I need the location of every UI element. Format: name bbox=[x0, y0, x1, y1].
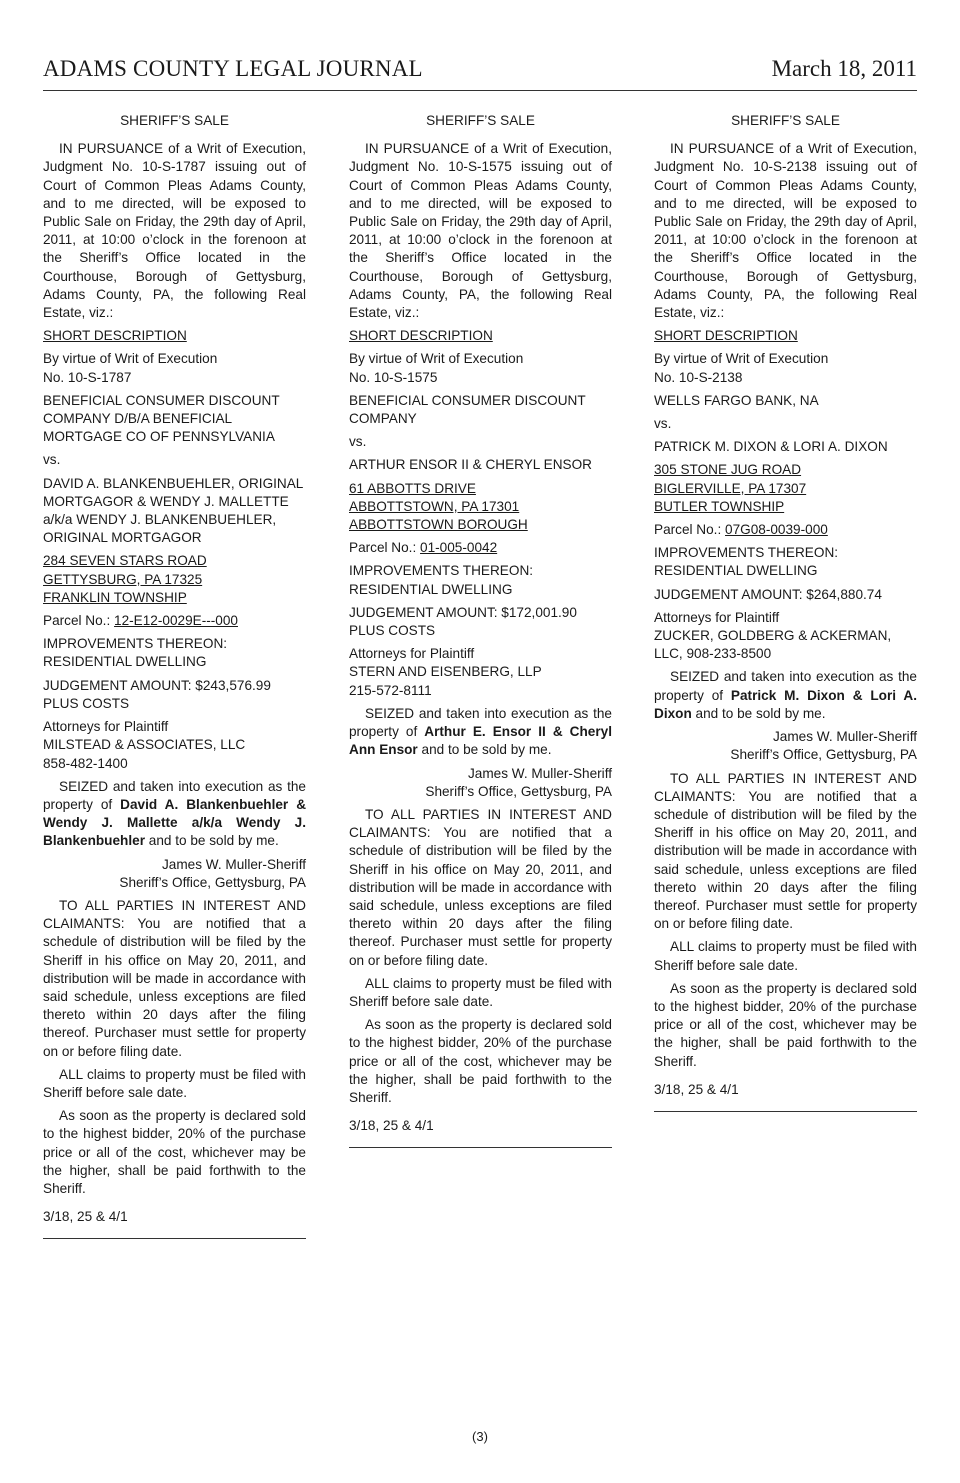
parcel bbox=[43, 612, 306, 630]
seized-post: and to be sold by me. bbox=[695, 705, 826, 721]
writ-block bbox=[43, 350, 306, 386]
property-address bbox=[349, 480, 612, 535]
plaintiff: WELLS FARGO BANK, NA bbox=[654, 392, 819, 408]
address-line-1: 61 ABBOTTS DRIVE bbox=[349, 480, 476, 496]
defendant: PATRICK M. DIXON & LORI A. DIXON bbox=[654, 439, 888, 455]
short-description-label: SHORT DESCRIPTION bbox=[654, 328, 798, 344]
improvements: IMPROVEMENTS THEREON: RESIDENTIAL DWELLING bbox=[654, 545, 839, 579]
attorney-name: STERN AND EISENBERG, LLP bbox=[349, 664, 542, 680]
judgement-amount: JUDGEMENT AMOUNT: $264,880.74 bbox=[654, 586, 882, 602]
publication-dates: 3/18, 25 & 4/1 bbox=[43, 1209, 128, 1225]
page-number: (3) bbox=[472, 1429, 488, 1444]
writ-line: By virtue of Writ of Execution bbox=[43, 351, 218, 367]
short-description-label: SHORT DESCRIPTION bbox=[349, 328, 493, 344]
property-owner: Patrick M. Dixon & Lori A. Dixon bbox=[654, 687, 917, 721]
seized-statement bbox=[654, 668, 917, 723]
parcel-label: Parcel No.: bbox=[349, 540, 417, 556]
notice-to-parties: TO ALL PARTIES IN INTEREST AND CLAIMANTS: You are notified that a schedule of distribution will be filed by the Sheriff in his office on May 20, 2011, and distribution will be made in accordance with said schedule, unless exceptions are filed thereto within 20 days after the filing thereof. Purchaser must settle for property on or before filing date. bbox=[654, 770, 917, 932]
address-line-2: BIGLERVILLE, PA 17307 bbox=[654, 480, 807, 496]
writ-number: No. 10-S-1575 bbox=[349, 369, 438, 385]
writ-number: No. 10-S-2138 bbox=[654, 369, 743, 385]
address-line-2: ABBOTTSTOWN, PA 17301 bbox=[349, 498, 520, 514]
parcel-number: 01-005-0042 bbox=[420, 540, 498, 556]
address-line-3: BUTLER TOWNSHIP bbox=[654, 498, 785, 514]
journal-title: ADAMS COUNTY LEGAL JOURNAL bbox=[43, 56, 423, 81]
notice-heading: SHERIFF’S SALE bbox=[731, 113, 840, 128]
claims-notice: ALL claims to property must be filed with Sheriff before sale date. bbox=[654, 939, 917, 973]
property-address bbox=[654, 461, 917, 516]
attorney-name: MILSTEAD & ASSOCIATES, LLC bbox=[43, 737, 246, 753]
judgement-amount: JUDGEMENT AMOUNT: $172,001.90 PLUS COSTS bbox=[349, 604, 577, 639]
address-line-3: ABBOTTSTOWN BOROUGH bbox=[349, 517, 528, 533]
versus: vs. bbox=[654, 416, 672, 432]
sheriff-signature bbox=[349, 765, 612, 801]
versus: vs. bbox=[43, 452, 61, 468]
plaintiff: BENEFICIAL CONSUMER DISCOUNT COMPANY bbox=[349, 392, 586, 427]
writ-line: By virtue of Writ of Execution bbox=[349, 351, 524, 367]
address-line-1: 284 SEVEN STARS ROAD bbox=[43, 553, 207, 569]
sheriff-office: Sheriff’s Office, Gettysburg, PA bbox=[119, 874, 306, 890]
parcel-number: 12-E12-0029E---000 bbox=[114, 613, 238, 629]
sheriff-name: James W. Muller-Sheriff bbox=[772, 729, 917, 745]
sheriff-name: James W. Muller-Sheriff bbox=[161, 856, 306, 872]
payment-terms: As soon as the property is declared sold to the highest bidder, 20% of the purchase price or all of the cost, whichever may be the higher, shall be paid forthwith to the Sheriff. bbox=[654, 980, 917, 1069]
issue-date: March 18, 2011 bbox=[771, 56, 917, 81]
sheriff-office: Sheriff’s Office, Gettysburg, PA bbox=[730, 747, 917, 763]
sheriff-signature bbox=[43, 856, 306, 892]
notice-to-parties: TO ALL PARTIES IN INTEREST AND CLAIMANTS: You are notified that a schedule of distribution will be filed by the Sheriff in his office on May 20, 2011, and distribution will be made in accordance with said schedule, unless exceptions are filed thereto within 20 days after the filing thereof. Purchaser must settle for property on or before filing date. bbox=[349, 806, 612, 968]
defendant: DAVID A. BLANKENBUEHLER, ORIGINAL MORTGAGOR & WENDY J. MALLETTE a/k/a WENDY J. BLANKENBUEHLER, ORIGINAL MORTGAGOR bbox=[43, 475, 303, 546]
notice-intro: IN PURSUANCE of a Writ of Execution, Judgment No. 10-S-2138 issuing out of Court of Common Pleas Adams County, and to me directed, will be exposed to Public Sale on Friday, the 29th day of April, 2011, at 10:00 o’clock in the forenoon at the Sheriff’s Office located in the Courthouse, Borough of Gettysburg, Adams County, PA, the following Real Estate, viz.: bbox=[654, 141, 917, 321]
address-line-2: GETTYSBURG, PA 17325 bbox=[43, 571, 203, 587]
judgement-amount: JUDGEMENT AMOUNT: $243,576.99 PLUS COSTS bbox=[43, 677, 271, 711]
attorneys bbox=[654, 609, 917, 664]
address-line-3: FRANKLIN TOWNSHIP bbox=[43, 589, 187, 605]
sheriff-signature bbox=[654, 728, 917, 764]
seized-statement bbox=[349, 705, 612, 760]
publication-dates: 3/18, 25 & 4/1 bbox=[654, 1081, 739, 1097]
seized-post: and to be sold by me. bbox=[421, 742, 552, 758]
address-line-1: 305 STONE JUG ROAD bbox=[654, 462, 802, 478]
attorneys bbox=[349, 645, 612, 700]
property-address bbox=[43, 552, 306, 607]
parcel-number: 07G08-0039-000 bbox=[725, 522, 828, 538]
parcel-label: Parcel No.: bbox=[43, 613, 111, 629]
sheriff-office: Sheriff’s Office, Gettysburg, PA bbox=[425, 783, 612, 799]
attorneys-label: Attorneys for Plaintiff bbox=[43, 719, 169, 735]
attorneys-label: Attorneys for Plaintiff bbox=[349, 646, 475, 662]
versus: vs. bbox=[349, 434, 367, 450]
notice-heading: SHERIFF’S SALE bbox=[426, 113, 535, 128]
writ-block bbox=[654, 350, 917, 386]
property-owner: David A. Blankenbuehler & Wendy J. Mallette a/k/a Wendy J. Blankenbuehler bbox=[43, 796, 307, 849]
seized-statement bbox=[43, 778, 306, 851]
attorneys bbox=[43, 718, 306, 773]
improvements: IMPROVEMENTS THEREON: RESIDENTIAL DWELLING bbox=[43, 636, 228, 670]
payment-terms: As soon as the property is declared sold to the highest bidder, 20% of the purchase price or all of the cost, whichever may be the higher, shall be paid forthwith to the Sheriff. bbox=[43, 1108, 306, 1196]
sheriff-sale-notice-2 bbox=[349, 112, 612, 1148]
writ-number: No. 10-S-1787 bbox=[43, 369, 132, 385]
attorney-phone: 215-572-8111 bbox=[349, 682, 432, 698]
notice-heading: SHERIFF’S SALE bbox=[120, 113, 229, 128]
masthead bbox=[43, 52, 917, 91]
improvements: IMPROVEMENTS THEREON: RESIDENTIAL DWELLING bbox=[349, 563, 534, 597]
payment-terms: As soon as the property is declared sold to the highest bidder, 20% of the purchase price or all of the cost, whichever may be the higher, shall be paid forthwith to the Sheriff. bbox=[349, 1017, 612, 1105]
parcel-label: Parcel No.: bbox=[654, 522, 722, 538]
claims-notice: ALL claims to property must be filed with Sheriff before sale date. bbox=[349, 975, 612, 1009]
seized-pre: SEIZED and taken into execution as the property of bbox=[349, 705, 612, 740]
notice-divider bbox=[349, 1147, 612, 1148]
writ-block bbox=[349, 350, 612, 386]
short-description-label: SHORT DESCRIPTION bbox=[43, 328, 187, 344]
writ-line: By virtue of Writ of Execution bbox=[654, 351, 829, 367]
attorneys-label: Attorneys for Plaintiff bbox=[654, 609, 780, 625]
parcel bbox=[654, 521, 917, 539]
claims-notice: ALL claims to property must be filed with Sheriff before sale date. bbox=[43, 1066, 306, 1100]
property-owner: Arthur E. Ensor II & Cheryl Ann Ensor bbox=[349, 724, 612, 758]
notice-intro: IN PURSUANCE of a Writ of Execution, Judgment No. 10-S-1575 issuing out of Court of Common Pleas Adams County, and to me directed, will be exposed to Public Sale on Friday, the 29th day of April, 2011, at 10:00 o’clock in the forenoon at the Sheriff’s Office located in the Courthouse, Borough of Gettysburg, Adams County, PA, the following Real Estate, viz.: bbox=[349, 141, 612, 321]
notice-to-parties: TO ALL PARTIES IN INTEREST AND CLAIMANTS: You are notified that a schedule of distribution will be filed by the Sheriff in his office on May 20, 2011, and distribution will be made in accordance with said schedule, unless exceptions are filed thereto within 20 days after the filing thereof. Purchaser must settle for property on or before filing date. bbox=[43, 897, 306, 1059]
notice-divider bbox=[43, 1238, 306, 1239]
seized-post: and to be sold by me. bbox=[148, 833, 279, 849]
seized-pre: SEIZED and taken into execution as the property of bbox=[654, 669, 917, 703]
attorney-phone: 858-482-1400 bbox=[43, 755, 128, 771]
sheriff-sale-notice-3 bbox=[654, 112, 917, 1112]
publication-dates: 3/18, 25 & 4/1 bbox=[349, 1118, 434, 1134]
plaintiff: BENEFICIAL CONSUMER DISCOUNT COMPANY D/B/A BENEFICIAL MORTGAGE CO OF PENNSYLVANIA bbox=[43, 392, 280, 445]
parcel bbox=[349, 539, 612, 557]
defendant: ARTHUR ENSOR II & CHERYL ENSOR bbox=[349, 457, 592, 473]
notice-intro: IN PURSUANCE of a Writ of Execution, Judgment No. 10-S-1787 issuing out of Court of Common Pleas Adams County, and to me directed, will be exposed to Public Sale on Friday, the 29th day of April, 2011, at 10:00 o’clock in the forenoon at the Sheriff’s Office located in the Courthouse, Borough of Gettysburg, Adams County, PA, the following Real Estate, viz.: bbox=[43, 141, 306, 321]
notice-divider bbox=[654, 1111, 917, 1112]
sheriff-sale-notice-1 bbox=[43, 112, 306, 1239]
seized-pre: SEIZED and taken into execution as the property of bbox=[43, 778, 306, 812]
attorney-name: ZUCKER, GOLDBERG & ACKERMAN, LLC, 908-233-8500 bbox=[654, 628, 892, 662]
sheriff-name: James W. Muller-Sheriff bbox=[467, 765, 612, 781]
